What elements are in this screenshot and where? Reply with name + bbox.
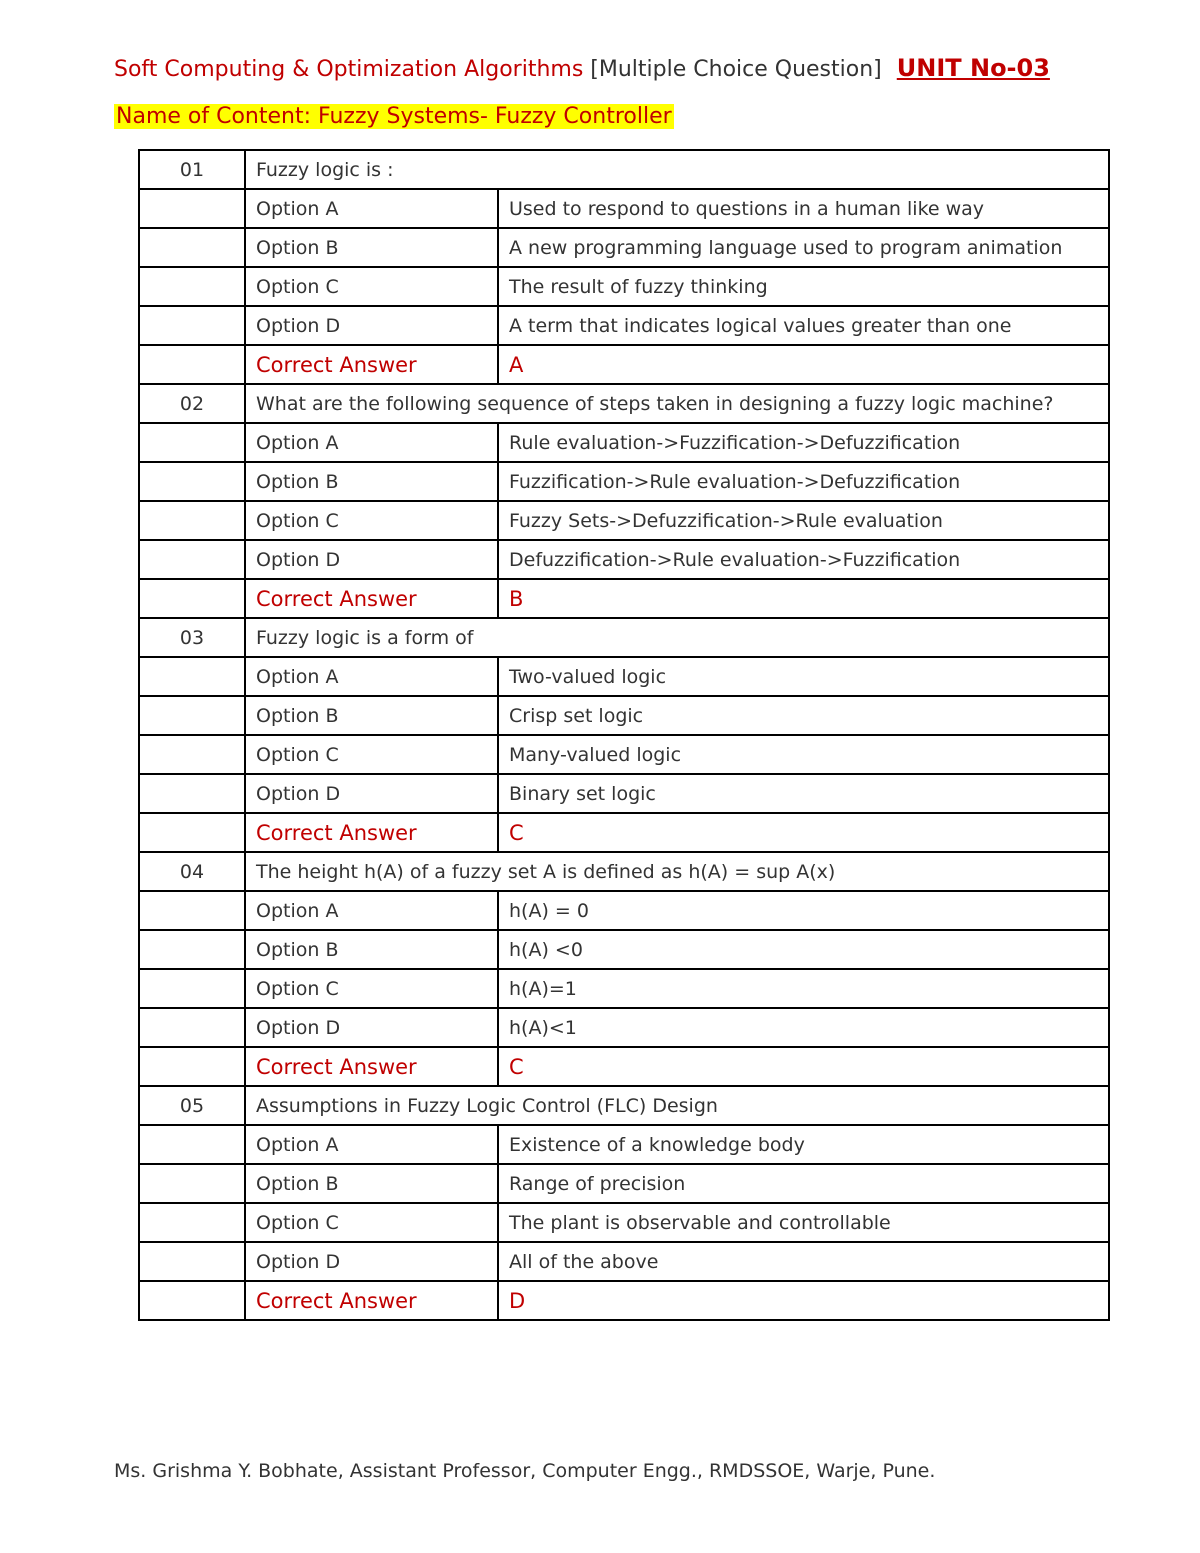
option-row — [139, 228, 1109, 267]
option-text: Binary set logic — [498, 774, 1109, 813]
option-label: Option B — [245, 696, 498, 735]
option-row — [139, 696, 1109, 735]
footer-author: Ms. Grishma Y. Bobhate, Assistant Professor, Computer Engg., RMDSSOE, Warje, Pune. — [114, 1460, 936, 1482]
answer-row — [139, 579, 1109, 618]
empty-cell — [139, 1281, 245, 1320]
option-label: Option A — [245, 657, 498, 696]
question-number: 01 — [139, 150, 245, 189]
option-label: Option C — [245, 735, 498, 774]
question-row — [139, 1086, 1109, 1125]
option-row — [139, 1008, 1109, 1047]
option-text: The plant is observable and controllable — [498, 1203, 1109, 1242]
course-title: Soft Computing & Optimization Algorithms — [114, 57, 584, 82]
correct-answer-label: Correct Answer — [245, 345, 498, 384]
empty-cell — [139, 1242, 245, 1281]
option-row — [139, 423, 1109, 462]
option-text: h(A) = 0 — [498, 891, 1109, 930]
option-row — [139, 1242, 1109, 1281]
option-text: Range of precision — [498, 1164, 1109, 1203]
correct-answer-label: Correct Answer — [245, 579, 498, 618]
empty-cell — [139, 1008, 245, 1047]
question-number: 02 — [139, 384, 245, 423]
empty-cell — [139, 969, 245, 1008]
option-text: A term that indicates logical values greater than one — [498, 306, 1109, 345]
question-row — [139, 618, 1109, 657]
option-row — [139, 189, 1109, 228]
option-text: Two-valued logic — [498, 657, 1109, 696]
page-header — [114, 54, 1124, 82]
option-label: Option D — [245, 1242, 498, 1281]
option-row — [139, 501, 1109, 540]
question-row — [139, 384, 1109, 423]
question-text: Assumptions in Fuzzy Logic Control (FLC) Design — [245, 1086, 1109, 1125]
empty-cell — [139, 813, 245, 852]
empty-cell — [139, 462, 245, 501]
option-text: A new programming language used to program animation — [498, 228, 1109, 267]
option-row — [139, 267, 1109, 306]
option-label: Option B — [245, 930, 498, 969]
option-row — [139, 462, 1109, 501]
empty-cell — [139, 501, 245, 540]
option-row — [139, 1125, 1109, 1164]
option-label: Option D — [245, 540, 498, 579]
correct-answer-value: C — [498, 1047, 1109, 1086]
empty-cell — [139, 1203, 245, 1242]
option-label: Option A — [245, 891, 498, 930]
question-text: What are the following sequence of steps taken in designing a fuzzy logic machine? — [245, 384, 1109, 423]
correct-answer-value: D — [498, 1281, 1109, 1320]
question-number: 03 — [139, 618, 245, 657]
empty-cell — [139, 423, 245, 462]
empty-cell — [139, 735, 245, 774]
option-label: Option B — [245, 228, 498, 267]
option-text: Defuzzification->Rule evaluation->Fuzzification — [498, 540, 1109, 579]
empty-cell — [139, 1047, 245, 1086]
empty-cell — [139, 267, 245, 306]
option-row — [139, 930, 1109, 969]
correct-answer-label: Correct Answer — [245, 1281, 498, 1320]
option-text: Used to respond to questions in a human like way — [498, 189, 1109, 228]
option-row — [139, 891, 1109, 930]
empty-cell — [139, 1125, 245, 1164]
empty-cell — [139, 1164, 245, 1203]
question-text: Fuzzy logic is : — [245, 150, 1109, 189]
empty-cell — [139, 540, 245, 579]
option-text: Fuzzy Sets->Defuzzification->Rule evaluation — [498, 501, 1109, 540]
option-row — [139, 969, 1109, 1008]
correct-answer-label: Correct Answer — [245, 1047, 498, 1086]
unit-number: UNIT No-03 — [896, 54, 1050, 82]
empty-cell — [139, 228, 245, 267]
option-label: Option C — [245, 969, 498, 1008]
option-label: Option B — [245, 462, 498, 501]
option-text: h(A)<1 — [498, 1008, 1109, 1047]
option-label: Option C — [245, 501, 498, 540]
option-row — [139, 774, 1109, 813]
mcq-table — [138, 149, 1110, 1321]
empty-cell — [139, 579, 245, 618]
option-row — [139, 540, 1109, 579]
option-text: All of the above — [498, 1242, 1109, 1281]
question-row — [139, 150, 1109, 189]
empty-cell — [139, 774, 245, 813]
option-label: Option D — [245, 1008, 498, 1047]
empty-cell — [139, 306, 245, 345]
empty-cell — [139, 189, 245, 228]
correct-answer-value: B — [498, 579, 1109, 618]
option-label: Option B — [245, 1164, 498, 1203]
empty-cell — [139, 930, 245, 969]
question-number: 05 — [139, 1086, 245, 1125]
answer-row — [139, 1047, 1109, 1086]
option-label: Option C — [245, 1203, 498, 1242]
option-text: The result of fuzzy thinking — [498, 267, 1109, 306]
option-label: Option D — [245, 306, 498, 345]
option-label: Option D — [245, 774, 498, 813]
question-text: The height h(A) of a fuzzy set A is defined as h(A) = sup A(x) — [245, 852, 1109, 891]
option-label: Option A — [245, 189, 498, 228]
answer-row — [139, 1281, 1109, 1320]
option-row — [139, 657, 1109, 696]
correct-answer-value: A — [498, 345, 1109, 384]
option-label: Option C — [245, 267, 498, 306]
question-type: [Multiple Choice Question] — [590, 57, 882, 82]
option-text: Crisp set logic — [498, 696, 1109, 735]
option-text: Existence of a knowledge body — [498, 1125, 1109, 1164]
empty-cell — [139, 696, 245, 735]
option-row — [139, 735, 1109, 774]
correct-answer-value: C — [498, 813, 1109, 852]
option-row — [139, 306, 1109, 345]
empty-cell — [139, 657, 245, 696]
option-label: Option A — [245, 423, 498, 462]
empty-cell — [139, 345, 245, 384]
answer-row — [139, 345, 1109, 384]
answer-row — [139, 813, 1109, 852]
empty-cell — [139, 891, 245, 930]
correct-answer-label: Correct Answer — [245, 813, 498, 852]
option-text: Fuzzification->Rule evaluation->Defuzzification — [498, 462, 1109, 501]
content-name: Name of Content: Fuzzy Systems- Fuzzy Controller — [116, 104, 672, 129]
option-text: h(A)=1 — [498, 969, 1109, 1008]
option-row — [139, 1164, 1109, 1203]
question-row — [139, 852, 1109, 891]
question-text: Fuzzy logic is a form of — [245, 618, 1109, 657]
option-row — [139, 1203, 1109, 1242]
option-text: Rule evaluation->Fuzzification->Defuzzification — [498, 423, 1109, 462]
option-text: Many-valued logic — [498, 735, 1109, 774]
question-number: 04 — [139, 852, 245, 891]
option-text: h(A) <0 — [498, 930, 1109, 969]
option-label: Option A — [245, 1125, 498, 1164]
